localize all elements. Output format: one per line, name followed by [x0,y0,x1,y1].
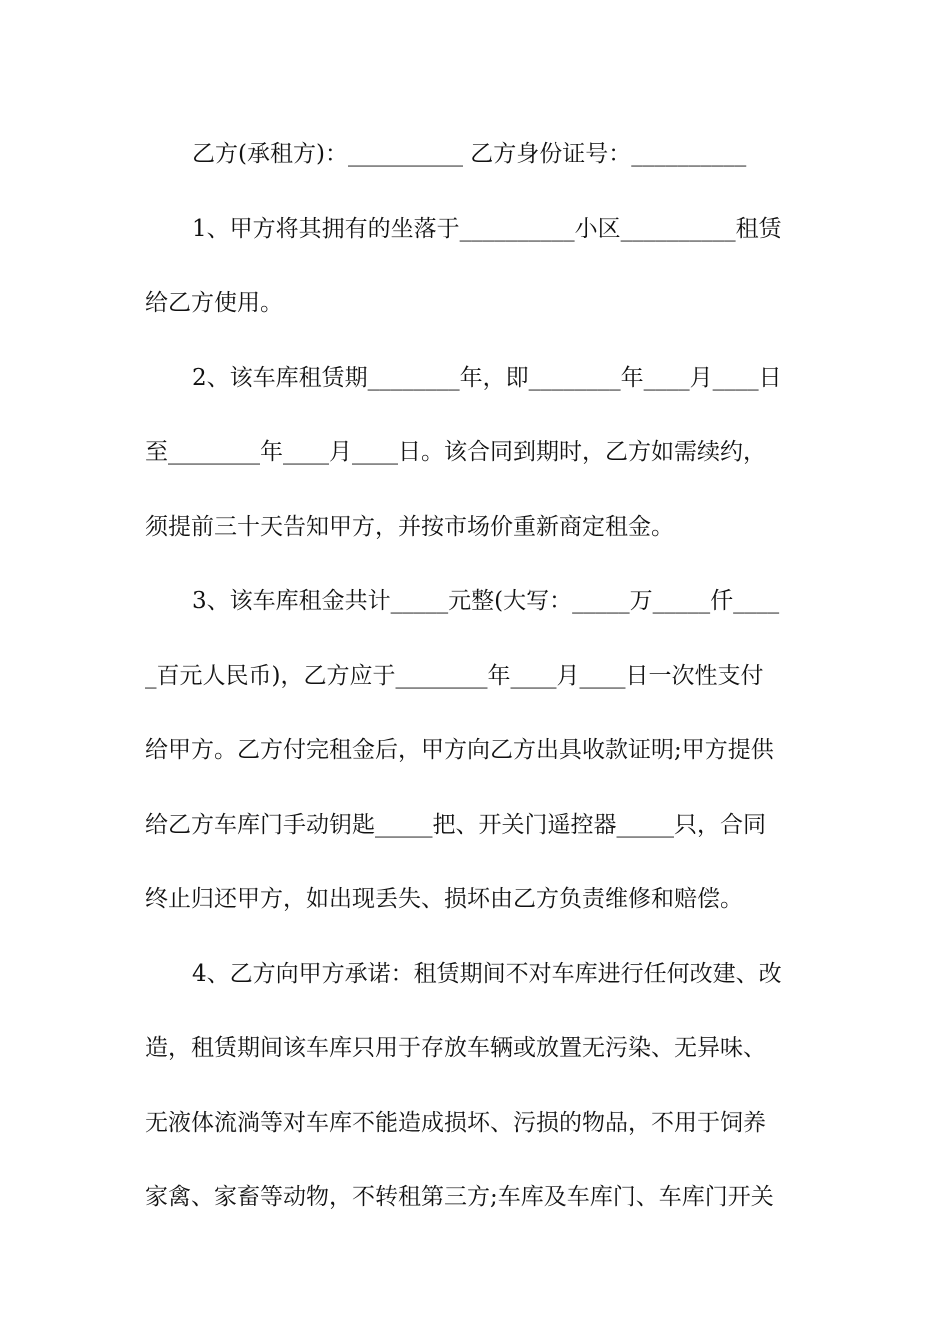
contract-text [145,128,810,1246]
tenant-info-line: 乙方(承租方)：__________ 乙方身份证号：__________ [192,141,747,167]
clause-1-line-2: 给乙方使用。 [145,290,283,316]
clause-4-line-4: 家禽、家畜等动物，不转租第三方;车库及车库门、车库门开关 [145,1184,774,1210]
clause-2-line-2: 至________年____月____日。该合同到期时，乙方如需续约， [145,439,766,465]
clause-3-line-3: 给甲方。乙方付完租金后，甲方向乙方出具收款证明;甲方提供 [145,737,774,763]
clause-3-line-5: 终止归还甲方，如出现丢失、损坏由乙方负责维修和赔偿。 [145,886,743,912]
clause-3-line-2: _百元人民币)，乙方应于________年____月____日一次性支付 [145,662,764,689]
clause-4-line-3: 无液体流淌等对车库不能造成损坏、污损的物品，不用于饲养 [145,1109,766,1136]
clause-4-line-2: 造，租赁期间该车库只用于存放车辆或放置无污染、无异味、 [145,1035,766,1061]
clause-2-line-3: 须提前三十天告知甲方，并按市场价重新商定租金。 [145,513,674,540]
clause-3-line-1: 3、该车库租金共计_____元整(大写：_____万_____仟____ [192,588,780,614]
clause-4-line-1: 4、乙方向甲方承诺：租赁期间不对车库进行任何改建、改 [192,960,782,987]
clause-3-line-4: 给乙方车库门手动钥匙_____把、开关门遥控器_____只，合同 [145,811,766,838]
clause-1-line-1: 1、甲方将其拥有的坐落于__________小区__________租赁 [192,215,782,242]
clause-2-line-1: 2、该车库租赁期________年，即________年____月____日 [192,364,782,391]
